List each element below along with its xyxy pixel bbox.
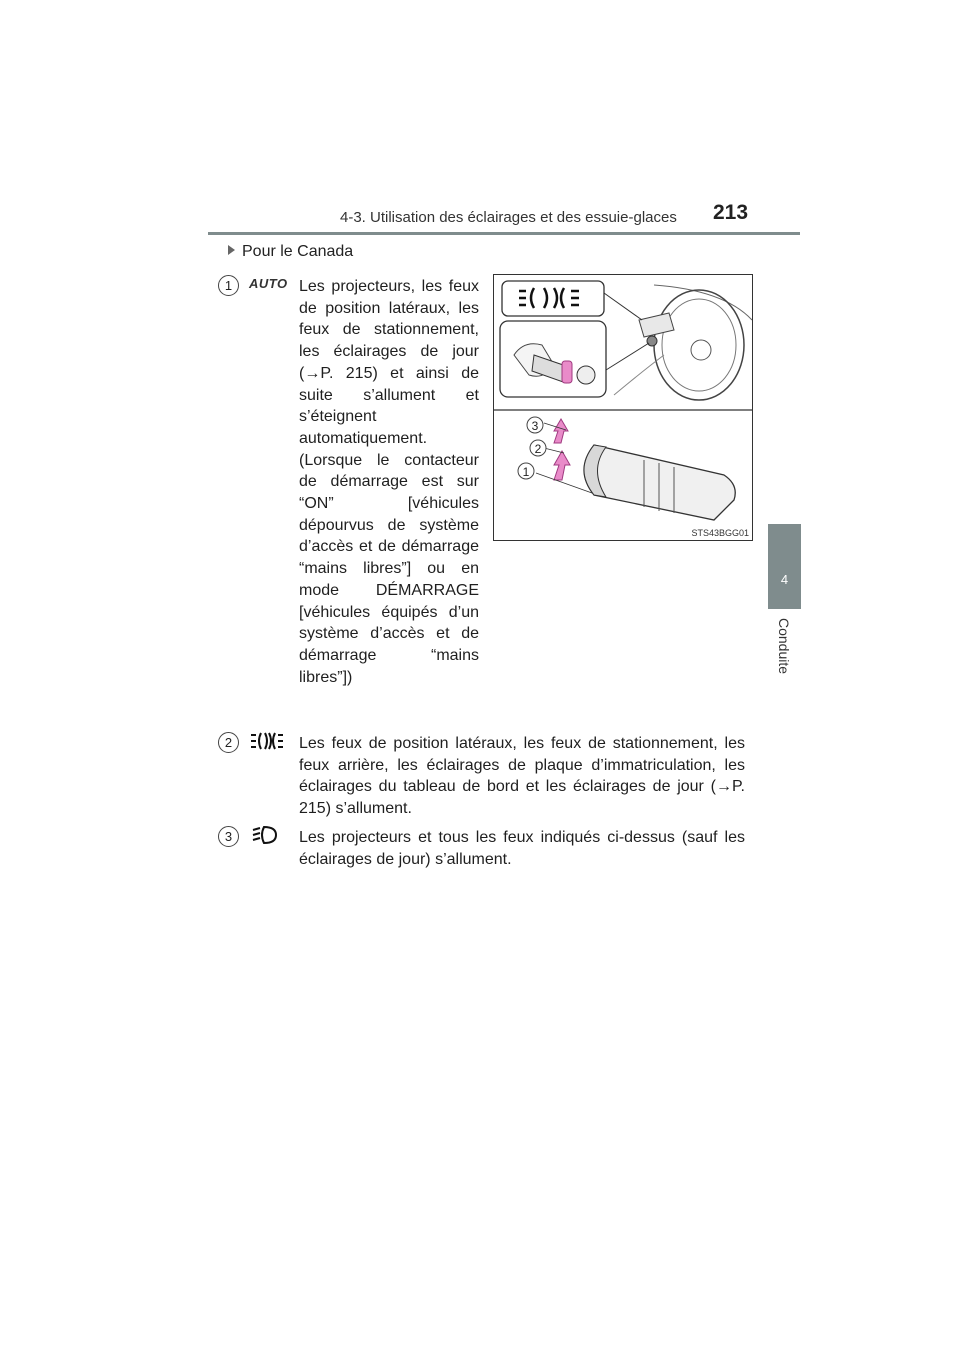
- chapter-tab[interactable]: [768, 524, 801, 609]
- header-rule: [208, 232, 800, 235]
- item-number-1: 1: [218, 275, 239, 296]
- section-subheading-text: Pour le Canada: [242, 243, 354, 260]
- item-number-3: 3: [218, 826, 239, 847]
- headlight-switch-illustration: [494, 275, 752, 540]
- headlight-switch-figure: [493, 274, 753, 541]
- callout-1: 1: [522, 465, 530, 479]
- item-text-2: Les feux de position latéraux, les feux de stationnement, les feux arrière, les éclairages de plaque d’immatriculation, les éclairages du tableau de bord et les éclairages de jour (→P. 215) s’allument.: [299, 735, 745, 818]
- chapter-tab-label: [771, 618, 801, 688]
- arrow-right-icon: [228, 245, 235, 255]
- item-text-1: Les projecteurs, les feux de position latéraux, les feux de stationnement, les éclairages de jour (→P. 215) et ainsi de suite s’allument et s’éteignent automatiquement. (Lorsque le contacteur de démarrage est sur “ON” [véhicules dépourvus de système d’accès et de démarrage “mains libres”] ou en mode DÉMARRAGE [véhicules équipés d’un système d’accès et de démarrage “mains libres”]): [299, 278, 479, 686]
- item-number-2: 2: [218, 732, 239, 753]
- headlights-icon: [252, 825, 278, 845]
- item-text-3: Les projecteurs et tous les feux indiqués ci-dessus (sauf les éclairages de jour) s’allument.: [299, 829, 745, 868]
- section-subheading: [228, 243, 353, 261]
- chapter-tab-number: 4: [780, 572, 789, 587]
- auto-icon: AUTO: [249, 276, 288, 291]
- chapter-tab-label-text: Conduite: [776, 618, 792, 675]
- callout-3: 3: [531, 419, 539, 433]
- page-number: 213: [713, 201, 749, 224]
- figure-caption: STS43BGG01: [691, 528, 749, 538]
- header-title: 4-3. Utilisation des éclairages et des essuie-glaces: [340, 209, 677, 226]
- callout-2: 2: [534, 442, 542, 456]
- parking-lights-icon: [250, 731, 284, 751]
